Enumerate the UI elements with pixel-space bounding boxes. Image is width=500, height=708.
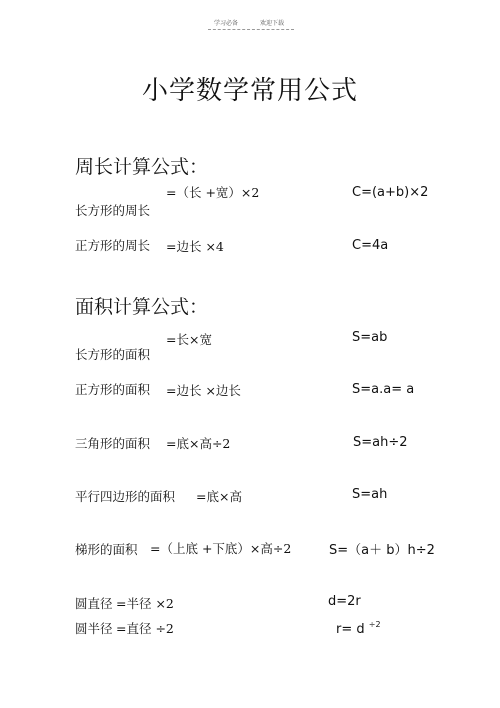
formula-name: 正方形的面积 — [75, 382, 151, 397]
formula-expr: =边长 ×4 — [166, 239, 224, 254]
formula-name: 圆半径 — [75, 621, 113, 636]
formula-result: d=2r — [328, 594, 361, 609]
formula-result: C=(a+b)×2 — [352, 185, 429, 200]
formula-result: S=ab — [352, 330, 388, 345]
formula-result: S=a.a= a — [352, 382, 415, 397]
section-heading-perimeter: 周长计算公式： — [75, 156, 209, 178]
formula-expr: =直径 ÷2 — [116, 621, 174, 636]
page-title: 小学数学常用公式 — [141, 76, 358, 106]
formula-result: C=4a — [352, 238, 389, 253]
formula-result — [336, 620, 381, 637]
section-heading-area: 面积计算公式： — [75, 296, 209, 318]
formula-result: S=ah÷2 — [353, 435, 408, 450]
formula-expr: =底×高 — [196, 489, 242, 504]
header-left-text: 学习必备 — [214, 20, 239, 27]
formula-expr: =边长 ×边长 — [166, 383, 241, 398]
formula-name: 三角形的面积 — [75, 436, 151, 451]
formula-expr: =长×宽 — [166, 332, 212, 347]
formula-name: 正方形的周长 — [75, 238, 151, 253]
formula-name: 平行四边形的面积 — [75, 489, 176, 504]
formula-expr: =半径 ×2 — [116, 596, 174, 611]
formula-name: 长方形的面积 — [75, 347, 151, 362]
formula-result-sup: ÷2 — [368, 620, 381, 629]
header-right-text: 欢迎下载 — [260, 20, 285, 27]
formula-result: S=（a＋ b）h÷2 — [329, 543, 435, 558]
formula-name: 长方形的周长 — [75, 203, 151, 218]
formula-expr: =（长 +宽）×2 — [166, 185, 260, 200]
header-divider — [208, 29, 294, 30]
formula-name: 梯形的面积 — [75, 542, 138, 557]
formula-name: 圆直径 — [75, 596, 113, 611]
formula-expr: =（上底 +下底）×高÷2 — [150, 541, 292, 556]
formula-result: S=ah — [352, 487, 388, 502]
formula-expr: =底×高÷2 — [166, 436, 231, 451]
formula-result-main: r= d — [336, 622, 365, 637]
